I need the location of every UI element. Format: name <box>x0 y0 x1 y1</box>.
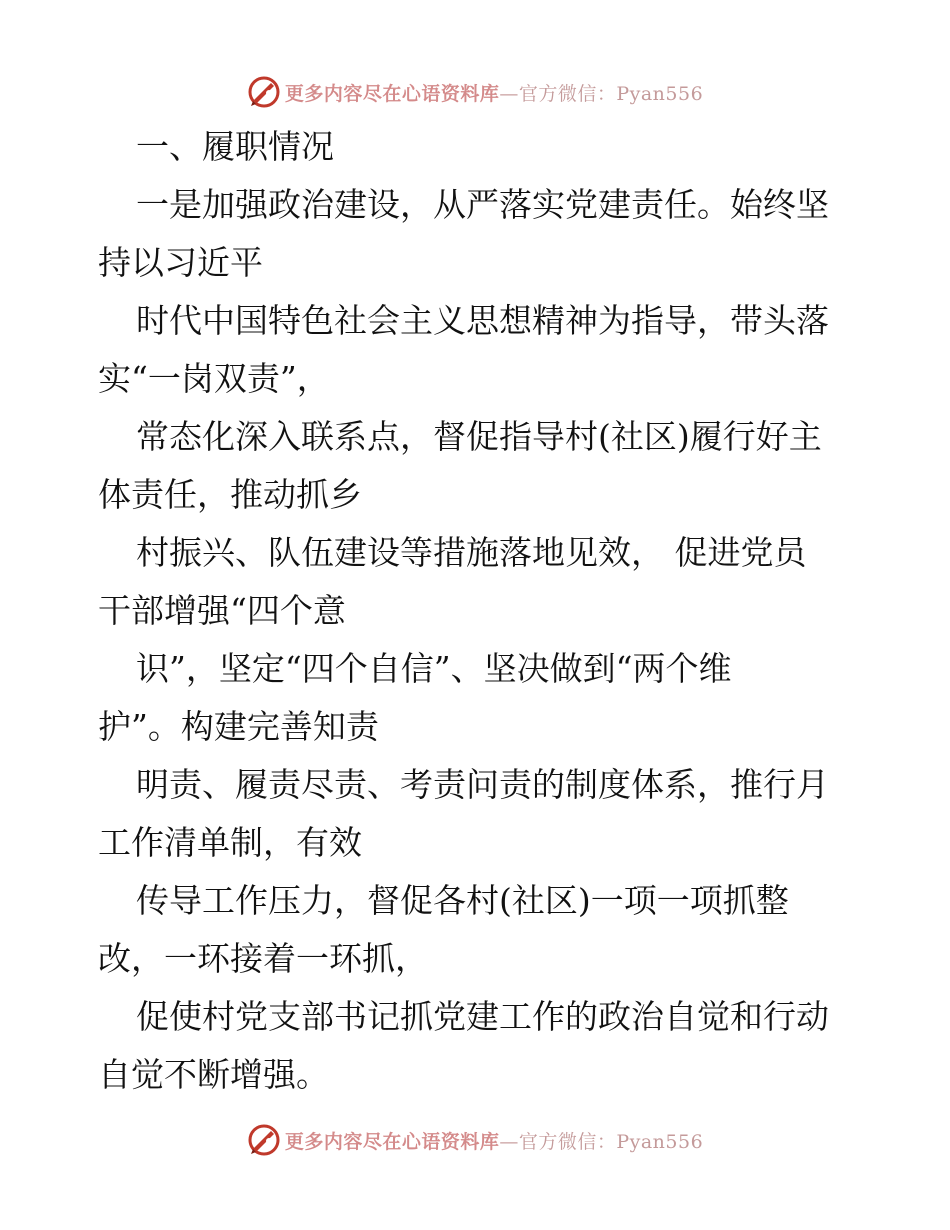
document-body <box>98 118 858 1104</box>
watermark-text <box>285 79 703 106</box>
body-line: 体责任，推动抓乡 <box>98 475 362 514</box>
watermark-brand: 更多内容尽在心语资料库 <box>284 1130 500 1153</box>
body-text <box>98 176 858 1104</box>
body-line: 持以习近平 <box>98 243 263 282</box>
watermark-banner-bottom <box>0 1120 950 1160</box>
section-heading: 一、履职情况 <box>136 127 334 166</box>
body-line: 常态化深入联系点，督促指导村(社区)履行好主 <box>136 417 822 456</box>
watermark-wechat: 官方微信：Pyan556 <box>518 82 704 105</box>
body-line: 促使村党支部书记抓党建工作的政治自觉和行动 <box>136 997 829 1036</box>
watermark-banner-top <box>0 72 950 112</box>
watermark-wechat: 官方微信：Pyan556 <box>518 1130 704 1153</box>
body-line: 自觉不断增强。 <box>98 1055 329 1094</box>
watermark-separator: — <box>499 1130 519 1153</box>
body-line: 识”，坚定“四个自信”、坚决做到“两个维 <box>136 649 732 688</box>
watermark-separator: — <box>499 82 519 105</box>
body-line: 村振兴、队伍建设等措施落地见效， 促进党员 <box>136 533 807 572</box>
body-line: 护”。构建完善知责 <box>98 707 379 746</box>
watermark-brand: 更多内容尽在心语资料库 <box>284 82 500 105</box>
pen-logo-icon <box>247 75 281 109</box>
body-line: 一是加强政治建设，从严落实党建责任。始终坚 <box>136 185 829 224</box>
body-line: 时代中国特色社会主义思想精神为指导，带头落 <box>136 301 829 340</box>
body-line: 明责、履责尽责、考责问责的制度体系，推行月 <box>136 765 829 804</box>
watermark-text <box>285 1127 703 1154</box>
pen-logo-icon <box>247 1123 281 1157</box>
body-line: 工作清单制，有效 <box>98 823 362 862</box>
body-line: 传导工作压力，督促各村(社区)一项一项抓整 <box>136 881 789 920</box>
body-line: 改，一环接着一环抓， <box>98 939 428 978</box>
body-line: 干部增强“四个意 <box>98 591 346 630</box>
body-line: 实“一岗双责”， <box>98 359 330 398</box>
